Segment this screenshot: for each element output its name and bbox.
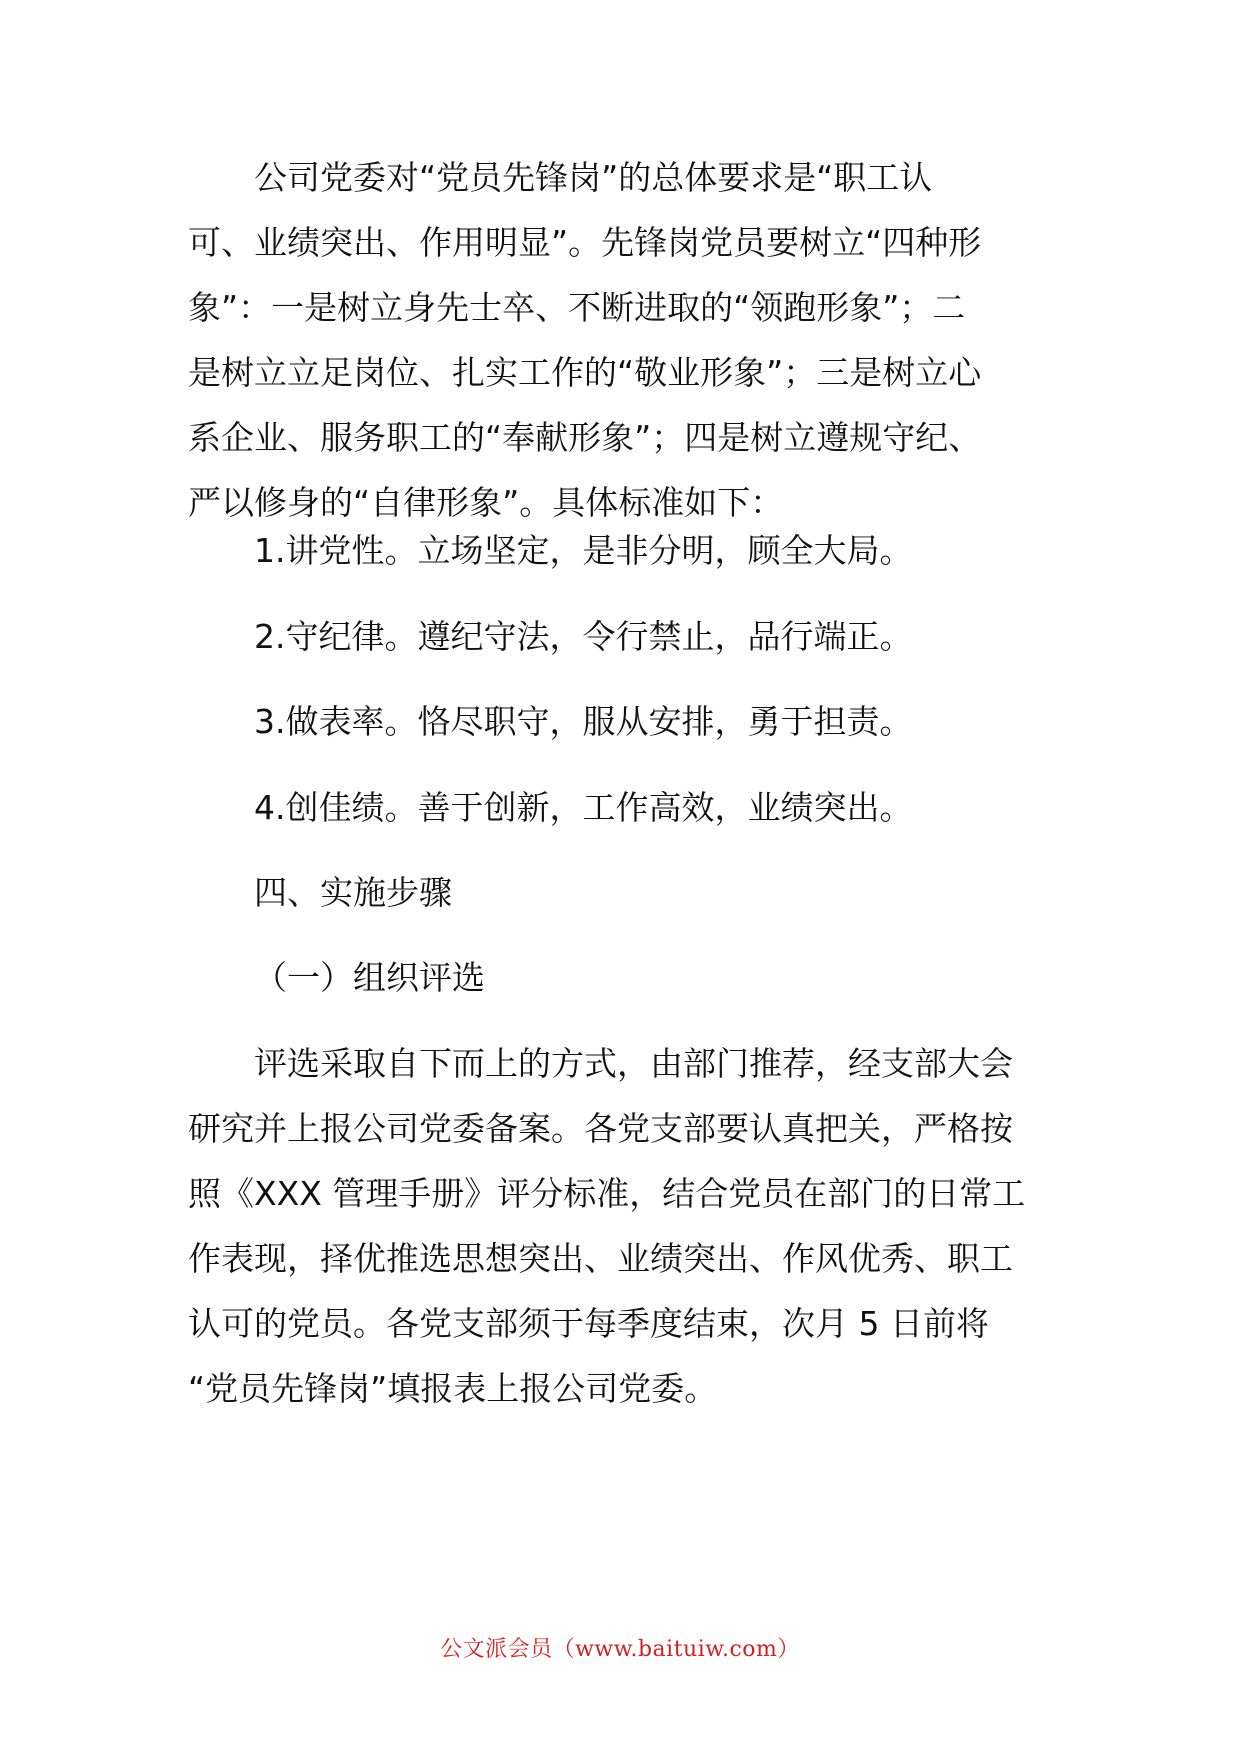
standard-item-2 — [188, 604, 1048, 669]
standard-item-3-text: 3.做表率。恪尽职守，服从安排，勇于担责。 — [254, 702, 913, 741]
selection-paragraph — [188, 1031, 1048, 1421]
selection-line-5: 认可的党员。各党支部须于每季度结束，次月 5 日前将 — [188, 1304, 989, 1343]
intro-line-2: 可、业绩突出、作用明显”。先锋岗党员要树立“四种形 — [188, 223, 982, 262]
selection-line-4: 作表现，择优推选思想突出、业绩突出、作风优秀、职工 — [188, 1239, 1013, 1278]
intro-line-5: 系企业、服务职工的“奉献形象”；四是树立遵规守纪、 — [188, 418, 982, 457]
subsection-heading-text: （一）组织评选 — [254, 958, 485, 997]
standard-item-3 — [188, 689, 1048, 754]
section-heading-text: 四、实施步骤 — [254, 873, 452, 912]
intro-line-4: 是树立立足岗位、扎实工作的“敬业形象”；三是树立心 — [188, 353, 982, 392]
intro-line-3: 象”：一是树立身先士卒、不断进取的“领跑形象”；二 — [188, 288, 966, 327]
section-heading — [188, 860, 1048, 925]
selection-line-3: 照《XXX 管理手册》评分标准，结合党员在部门的日常工 — [188, 1174, 1026, 1213]
selection-line-2: 研究并上报公司党委备案。各党支部要认真把关，严格按 — [188, 1109, 1013, 1148]
intro-line-1: 公司党委对“党员先锋岗”的总体要求是“职工认 — [254, 158, 933, 197]
standard-item-1-text: 1.讲党性。立场坚定，是非分明，顾全大局。 — [254, 531, 913, 570]
standard-item-1 — [188, 518, 1048, 583]
subsection-heading — [188, 945, 1048, 1010]
standard-item-4-text: 4.创佳绩。善于创新，工作高效，业绩突出。 — [254, 788, 913, 827]
selection-line-1: 评选采取自下而上的方式，由部门推荐，经支部大会 — [254, 1044, 1013, 1083]
intro-line-6: 严以修身的“自律形象”。具体标准如下： — [188, 483, 784, 522]
standard-item-2-text: 2.守纪律。遵纪守法，令行禁止，品行端正。 — [254, 617, 913, 656]
intro-paragraph — [188, 145, 1048, 535]
standard-item-4 — [188, 775, 1048, 840]
selection-line-6: “党员先锋岗”填报表上报公司党委。 — [188, 1369, 718, 1408]
footer-watermark: 公文派会员（www.baituiw.com） — [440, 1637, 800, 1662]
